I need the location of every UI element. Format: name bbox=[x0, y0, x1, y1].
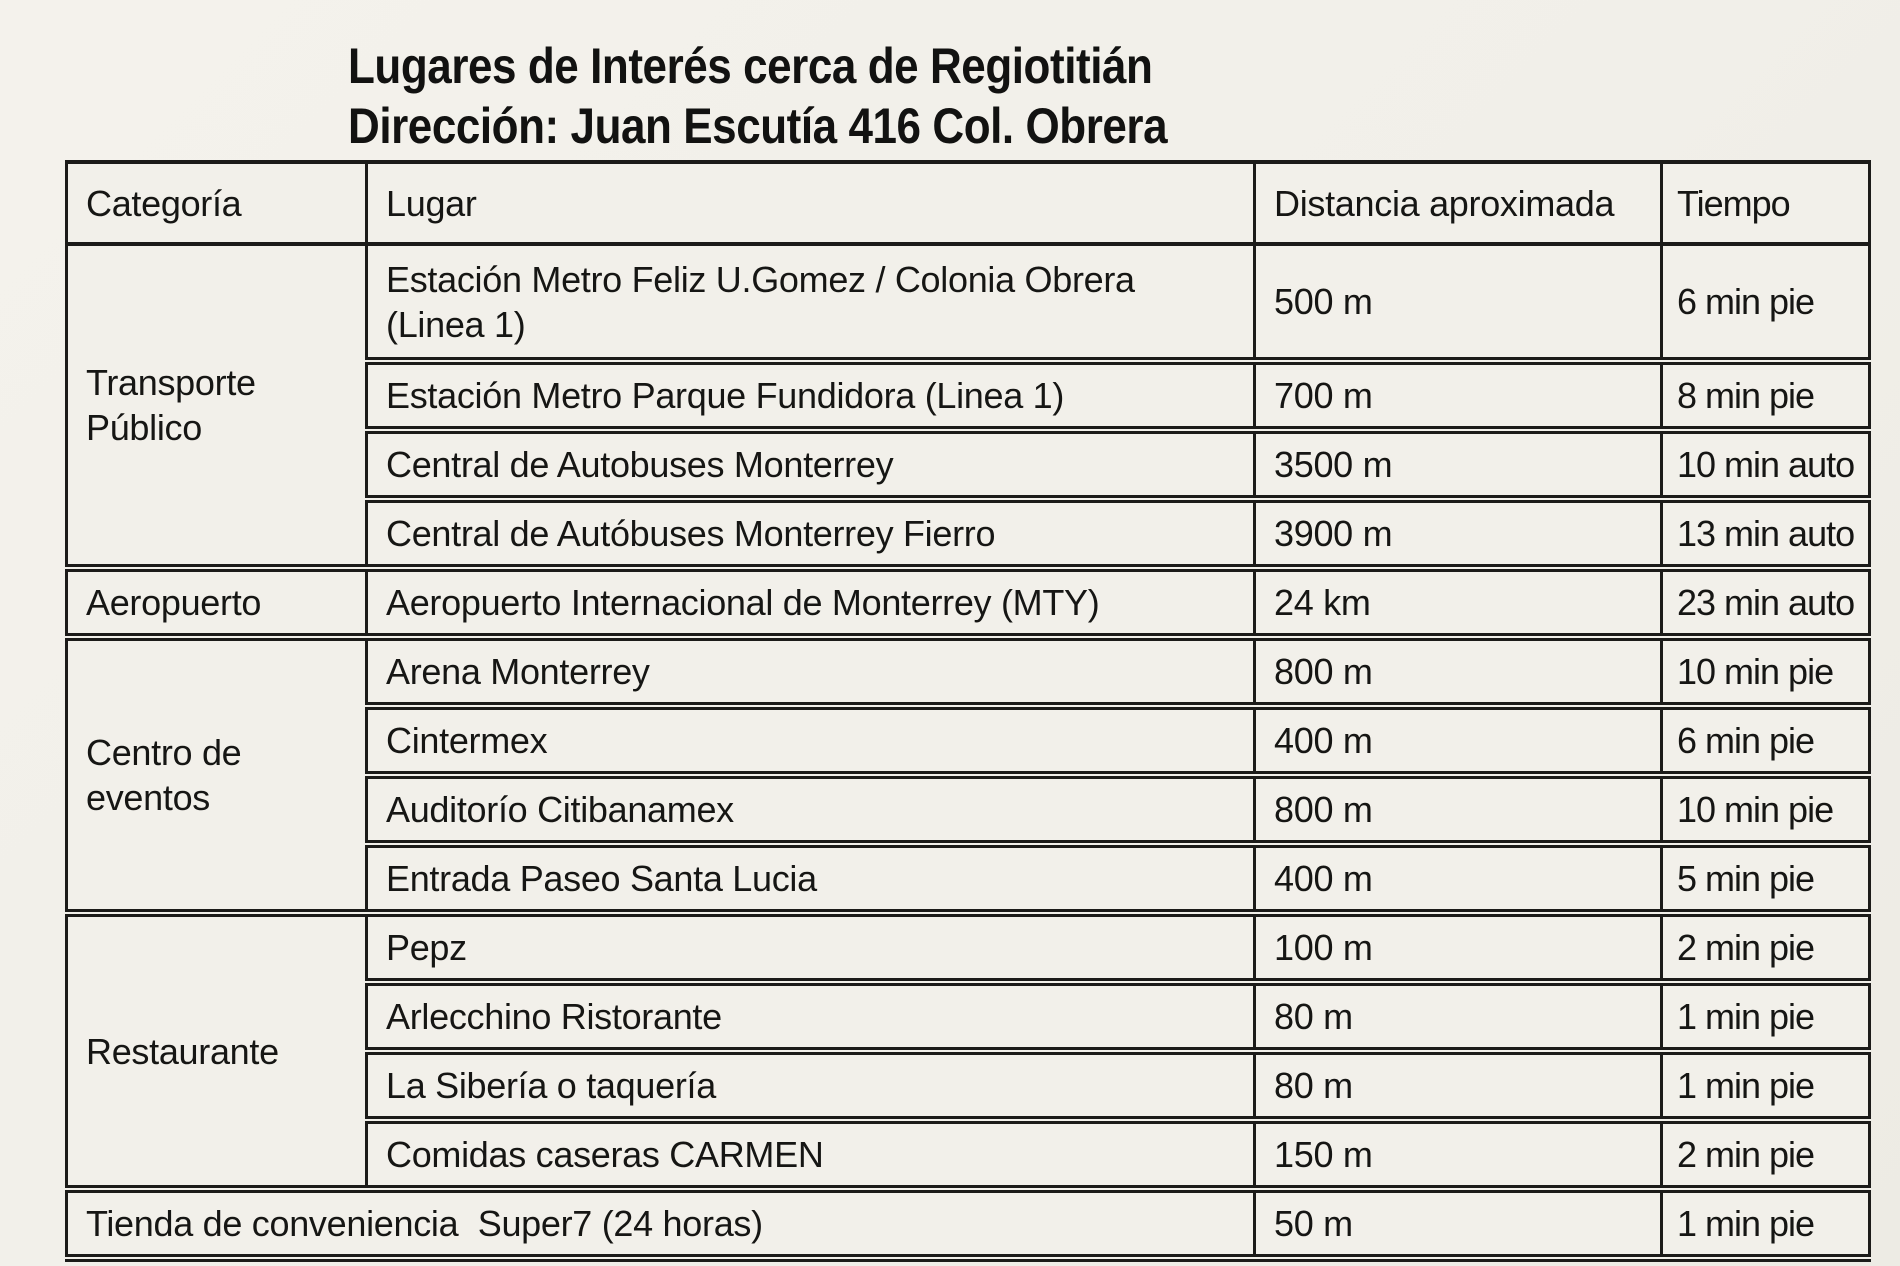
tiempo-cell: 2 min pie bbox=[1662, 913, 1870, 982]
footer-lugar-cell: Tienda de conveniencia Super7 (24 horas) bbox=[67, 1189, 1255, 1258]
distancia-cell: 80 m bbox=[1255, 1051, 1662, 1120]
table-row bbox=[67, 244, 1870, 361]
distancia-cell: 400 m bbox=[1255, 706, 1662, 775]
distancia-cell: 700 m bbox=[1255, 361, 1662, 430]
category-cell: Centro de eventos bbox=[67, 637, 367, 913]
lugar-cell: Comidas caseras CARMEN bbox=[367, 1120, 1255, 1189]
lugar-cell: Pepz bbox=[367, 913, 1255, 982]
category-cell: Transporte Público bbox=[67, 244, 367, 568]
table-row bbox=[67, 913, 1870, 982]
distancia-cell: 500 m bbox=[1255, 244, 1662, 361]
table-row-footer bbox=[67, 1189, 1870, 1258]
category-cell: Restaurante bbox=[67, 913, 367, 1189]
tiempo-cell: 10 min pie bbox=[1662, 637, 1870, 706]
tiempo-cell: 1 min pie bbox=[1662, 1051, 1870, 1120]
header-distancia: Distancia aproximada bbox=[1255, 162, 1662, 244]
lugar-cell: Arena Monterrey bbox=[367, 637, 1255, 706]
distancia-cell: 100 m bbox=[1255, 913, 1662, 982]
lugar-cell: Estación Metro Feliz U.Gomez / Colonia Obrera (Linea 1) bbox=[367, 244, 1255, 361]
header-lugar: Lugar bbox=[367, 162, 1255, 244]
distancia-cell: 150 m bbox=[1255, 1120, 1662, 1189]
tiempo-cell: 8 min pie bbox=[1662, 361, 1870, 430]
page-title bbox=[348, 36, 1167, 156]
distancia-cell: 80 m bbox=[1255, 982, 1662, 1051]
tiempo-cell: 6 min pie bbox=[1662, 244, 1870, 361]
lugar-cell: Aeropuerto Internacional de Monterrey (MTY) bbox=[367, 568, 1255, 637]
tiempo-cell: 2 min pie bbox=[1662, 1120, 1870, 1189]
tiempo-cell: 10 min auto bbox=[1662, 430, 1870, 499]
table-row bbox=[67, 568, 1870, 637]
lugar-cell: Estación Metro Parque Fundidora (Linea 1) bbox=[367, 361, 1255, 430]
lugar-cell: La Sibería o taquería bbox=[367, 1051, 1255, 1120]
distancia-cell: 800 m bbox=[1255, 637, 1662, 706]
lugar-cell: Arlecchino Ristorante bbox=[367, 982, 1255, 1051]
header-categoria: Categoría bbox=[67, 162, 367, 244]
category-cell: Aeropuerto bbox=[67, 568, 367, 637]
lugar-cell: Auditorío Citibanamex bbox=[367, 775, 1255, 844]
lugar-cell: Central de Autóbuses Monterrey Fierro bbox=[367, 499, 1255, 568]
header-row bbox=[67, 162, 1870, 244]
tiempo-cell: 6 min pie bbox=[1662, 706, 1870, 775]
distancia-cell: 24 km bbox=[1255, 568, 1662, 637]
tiempo-cell: 23 min auto bbox=[1662, 568, 1870, 637]
distancia-cell: 3900 m bbox=[1255, 499, 1662, 568]
tiempo-cell: 1 min pie bbox=[1662, 1189, 1870, 1258]
distancia-cell: 3500 m bbox=[1255, 430, 1662, 499]
lugar-cell: Entrada Paseo Santa Lucia bbox=[367, 844, 1255, 913]
lugar-cell: Cintermex bbox=[367, 706, 1255, 775]
table-row bbox=[67, 637, 1870, 706]
title-line-2: Dirección: Juan Escutía 416 Col. Obrera bbox=[348, 98, 1168, 154]
tiempo-cell: 5 min pie bbox=[1662, 844, 1870, 913]
distancia-cell: 800 m bbox=[1255, 775, 1662, 844]
places-of-interest-table bbox=[65, 160, 1871, 1262]
title-line-1: Lugares de Interés cerca de Regiotitián bbox=[348, 38, 1153, 94]
tiempo-cell: 10 min pie bbox=[1662, 775, 1870, 844]
tiempo-cell: 1 min pie bbox=[1662, 982, 1870, 1051]
distancia-cell: 400 m bbox=[1255, 844, 1662, 913]
header-tiempo: Tiempo bbox=[1662, 162, 1870, 244]
tiempo-cell: 13 min auto bbox=[1662, 499, 1870, 568]
distancia-cell: 50 m bbox=[1255, 1189, 1662, 1258]
lugar-cell: Central de Autobuses Monterrey bbox=[367, 430, 1255, 499]
